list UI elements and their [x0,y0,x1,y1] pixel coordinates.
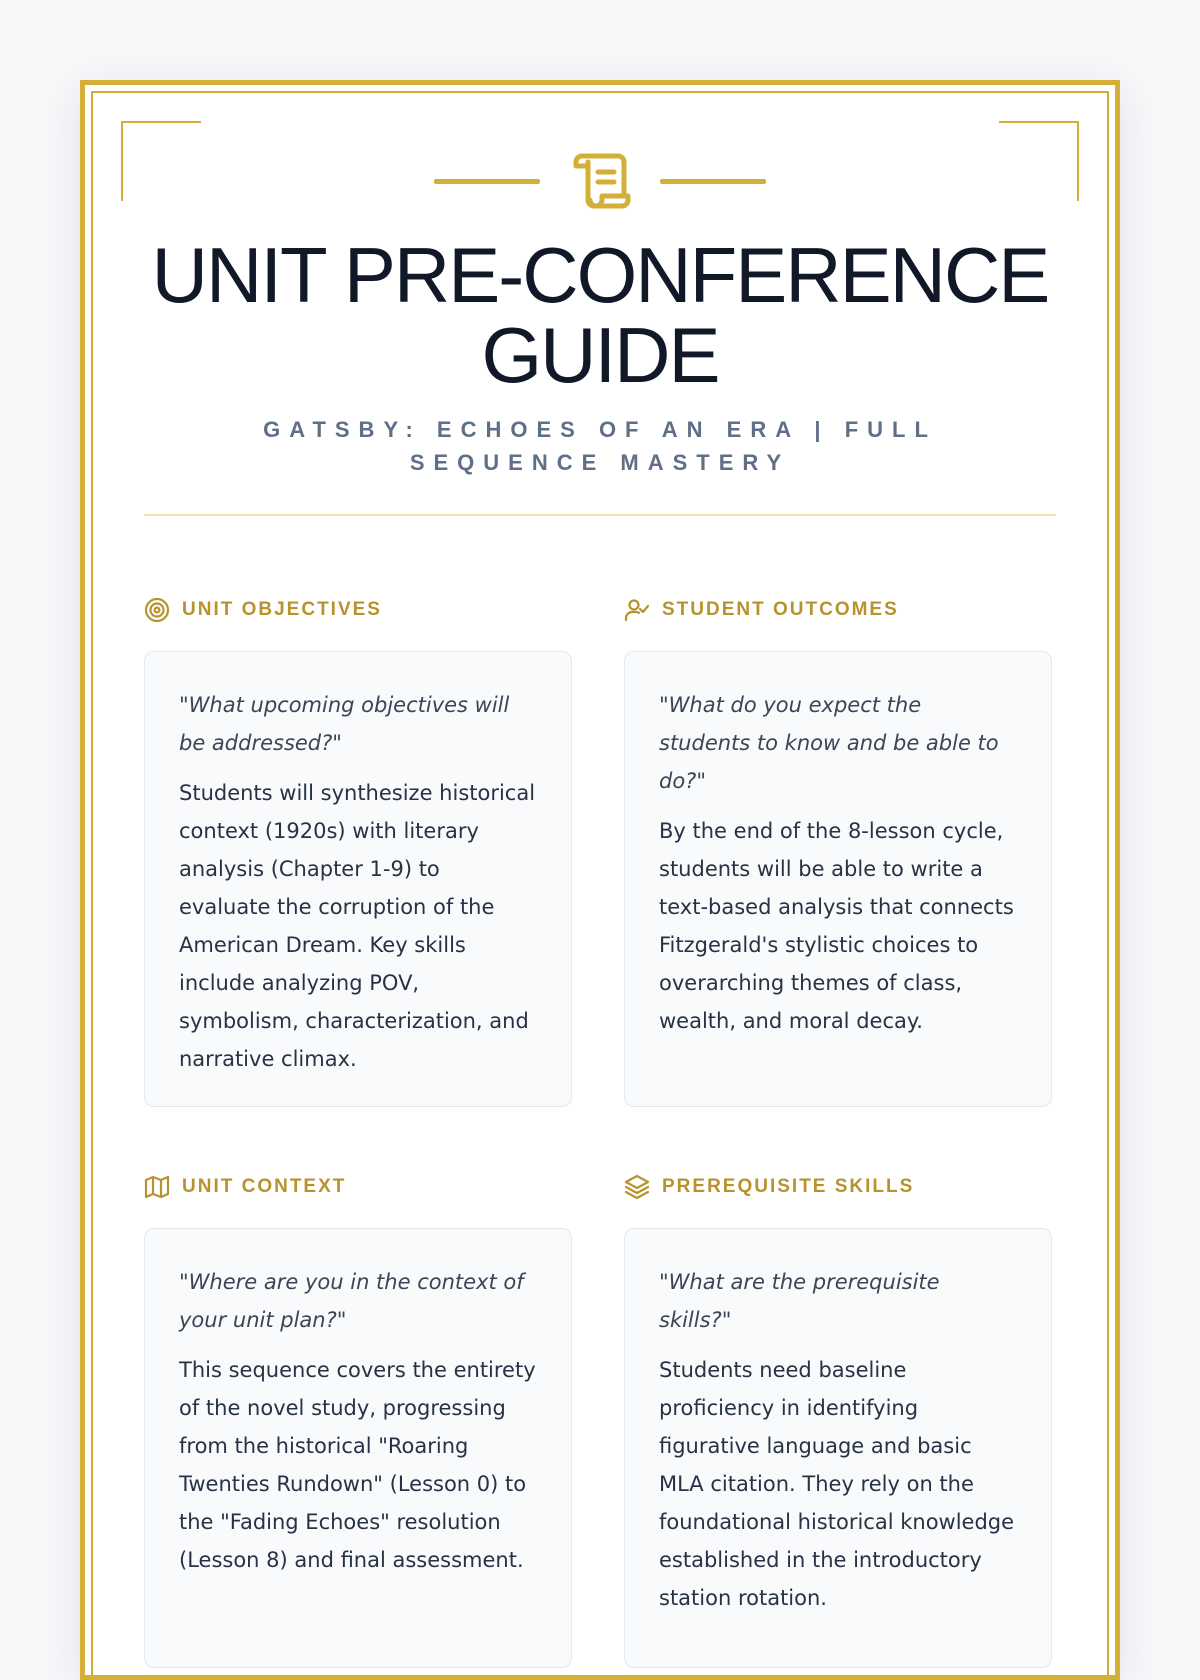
card-answer: By the end of the 8-lesson cycle, students will be able to write a text-based analysis that connects Fitzgerald's stylistic choices to overarching themes of class, wealth, and moral decay. [659,819,1014,1033]
card-question: "What are the prerequisite skills?" [659,1270,940,1332]
card-question: "What upcoming objectives will be addressed?" [179,693,510,755]
card-objectives [144,651,572,1107]
map-icon [144,1174,170,1200]
section-heading-outcomes [624,597,899,623]
ornament-line-right [660,179,766,184]
user-check-icon [624,597,650,623]
ornament-line-left [434,179,540,184]
section-heading-label: STUDENT OUTCOMES [662,599,899,620]
card-context [144,1228,572,1668]
card-answer: This sequence covers the entirety of the novel study, progressing from the historical "Roaring Twenties Rundown" (Lesson 0) to the "Fading Echoes" resolution (Lesson 8) and final assessment. [179,1358,536,1572]
card-answer: Students need baseline proficiency in identifying figurative language and basic MLA citation. They rely on the foundational historical knowledge established in the introductory station rotation. [659,1358,1015,1610]
scroll-icon [568,150,632,212]
section-heading-label: UNIT CONTEXT [182,1176,347,1197]
page-title: UNIT PRE-CONFERENCE GUIDE [151,231,1049,399]
layers-icon [624,1174,650,1200]
target-icon [144,597,170,623]
card-prerequisites [624,1228,1052,1668]
section-heading-objectives [144,597,382,623]
header-ornament [85,151,1115,211]
section-heading-prerequisites [624,1174,914,1200]
page-subtitle: GATSBY: ECHOES OF AN ERA | FULL SEQUENCE MASTERY [263,417,937,475]
section-heading-context [144,1174,346,1200]
card-question: "Where are you in the context of your unit plan?" [179,1270,524,1332]
section-heading-label: PREREQUISITE SKILLS [662,1176,915,1197]
card-answer: Students will synthesize historical context (1920s) with literary analysis (Chapter 1-9) to evaluate the corruption of the American Dream. Key skills include analyzing POV, symbolism, characterization, and narrative climax. [179,781,536,1071]
section-heading-label: UNIT OBJECTIVES [182,599,382,620]
document-page [80,80,1120,1680]
card-outcomes [624,651,1052,1107]
header-divider [144,514,1056,516]
card-question: "What do you expect the students to know and be able to do?" [659,693,999,793]
